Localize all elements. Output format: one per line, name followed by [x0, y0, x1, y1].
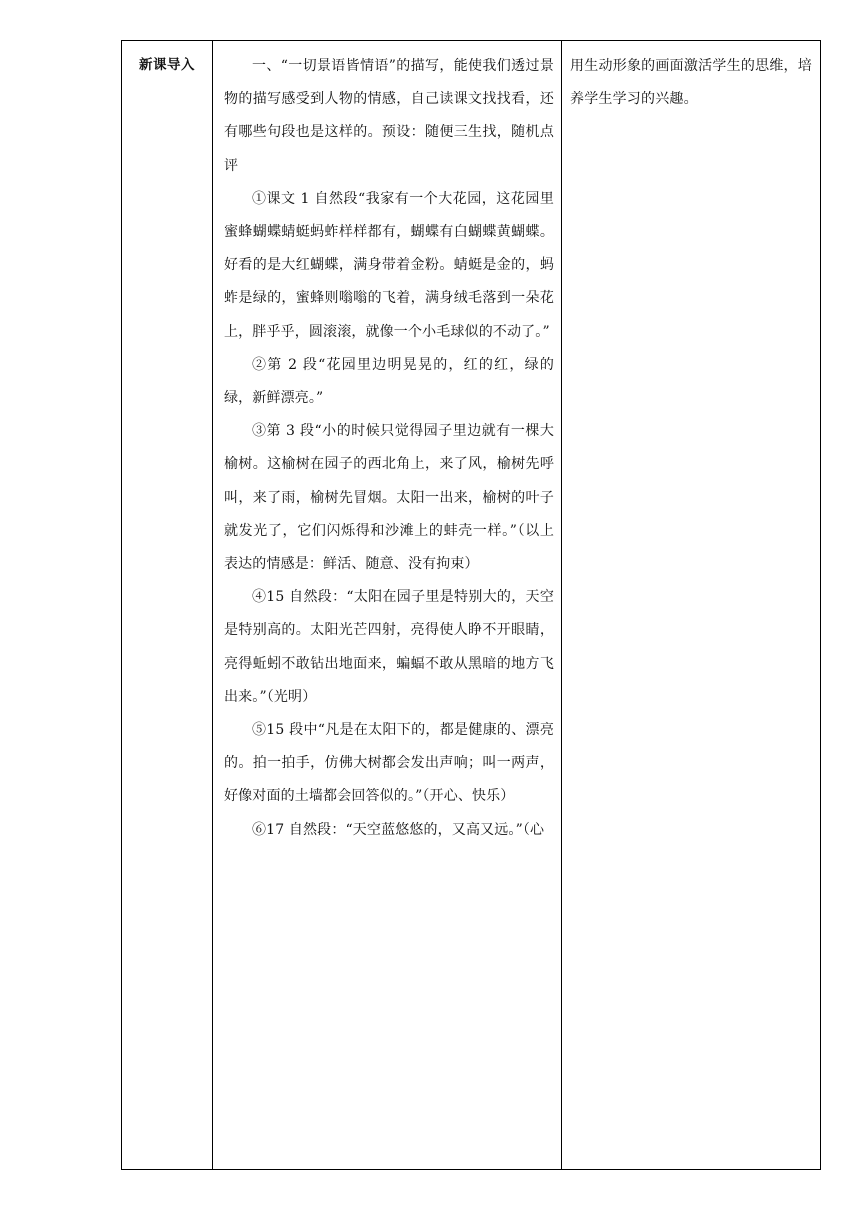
lesson-plan-table — [121, 40, 821, 1170]
table-row — [122, 41, 821, 1170]
purpose-cell — [562, 41, 821, 1170]
excerpt-paragraph-5: ⑤15 段中“凡是在太阳下的，都是健康的、漂亮的。拍一拍手，仿佛大树都会发出声响；叫一两声，好像对面的土墙都会回答似的。”（开心、快乐） — [224, 722, 554, 805]
content-body — [213, 41, 561, 847]
purpose-text: 用生动形象的画面激活学生的思维，培养学生学习的兴趣。 — [570, 58, 812, 108]
excerpt-paragraph-6: ⑥17 自然段：“天空蓝悠悠的，又高又远。”（心 — [252, 821, 545, 838]
excerpt-paragraph-3: ③第 3 段“小的时候只觉得园子里边就有一棵大榆树。这榆树在园子的西北角上，来了风，榆树先呼叫，来了雨，榆树先冒烟。太阳一出来，榆树的叶子就发光了，它们闪烁得和沙滩上的蚌壳一样。”（以上表达的情感是：鲜活、随意、没有拘束） — [224, 423, 554, 573]
content-cell — [213, 41, 562, 1170]
section-cell — [122, 41, 213, 1170]
excerpt-paragraph-1: ①课文 1 自然段“我家有一个大花园，这花园里蜜蜂蝴蝶蜻蜓蚂蚱样样都有，蝴蝶有白蝴蝶黄蝴蝶。好看的是大红蝴蝶，满身带着金粉。蜻蜓是金的，蚂蚱是绿的，蜜蜂则嗡嗡的飞着，满身绒毛落到一朵花上，胖乎乎，圆滚滚，就像一个小毛球似的不动了。” — [224, 190, 554, 340]
purpose-body — [562, 41, 820, 116]
section-label: 新课导入 — [139, 57, 195, 73]
excerpt-paragraph-2: ②第 2 段“花园里边明晃晃的，红的红，绿的绿，新鲜漂亮。” — [224, 356, 554, 407]
intro-paragraph: 一、“一切景语皆情语”的描写，能使我们透过景物的描写感受到人物的情感，自己读课文找找看，还有哪些句段也是这样的。预设：随便三生找，随机点评 — [224, 58, 554, 174]
excerpt-paragraph-4: ④15 自然段：“太阳在园子里是特别大的，天空是特别高的。太阳光芒四射，亮得使人睁不开眼睛，亮得蚯蚓不敢钻出地面来，蝙蝠不敢从黑暗的地方飞出来。”（光明） — [224, 589, 554, 705]
